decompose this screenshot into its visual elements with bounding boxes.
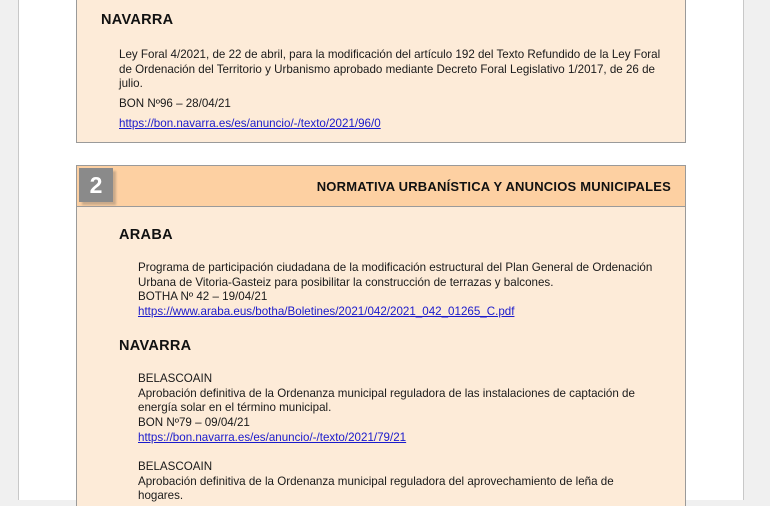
entry-bon-reference: BON Nº79 – 09/04/21 (138, 415, 250, 429)
bon-link[interactable]: https://bon.navarra.es/es/anuncio/-/texto/2021/96/0 (119, 117, 381, 130)
section-title: NORMATIVA URBANÍSTICA Y ANUNCIOS MUNICIPALES (316, 179, 671, 194)
araba-description-line1: Programa de participación ciudadana de la modificación estructural del Plan General de Ordenación (138, 261, 653, 274)
document-page (18, 0, 744, 503)
navarra-law-box (76, 0, 686, 143)
araba-description-line2: Urbana de Vitoria-Gasteiz para posibilitar la construcción de terrazas y balcones. (138, 275, 554, 289)
entry-description-line1: Aprobación definitiva de la Ordenanza municipal reguladora del aprovechamiento de leña de (138, 474, 614, 488)
section-header (77, 166, 685, 207)
section-number-badge: 2 (79, 168, 113, 202)
section-2-box (76, 165, 686, 506)
region-heading-araba: ARABA (119, 227, 173, 243)
entry-bon-link[interactable]: https://bon.navarra.es/es/anuncio/-/texto/2021/79/21 (138, 430, 407, 444)
botha-reference: BOTHA Nº 42 – 19/04/21 (138, 290, 268, 304)
entry-description-line1: Aprobación definitiva de la Ordenanza municipal reguladora de las instalaciones de captación de (138, 386, 635, 400)
entry-description-line2: energía solar en el término municipal. (138, 401, 332, 415)
region-heading-navarra-2: NAVARRA (119, 338, 192, 354)
law-description: Ley Foral 4/2021, de 22 de abril, para la modificación del artículo 192 del Texto Refundido de la Ley Foral de Ordenación del Territorio y Urbanismo aprobado mediante Decreto Foral Legislativo 1/2017, de 26 de julio. (119, 48, 661, 91)
entry-place: BELASCOAIN (138, 372, 213, 385)
entry-description-line2: hogares. (138, 489, 184, 503)
region-heading-navarra: NAVARRA (101, 12, 174, 28)
bon-reference: BON Nº96 – 28/04/21 (119, 97, 231, 110)
entry-place: BELASCOAIN (138, 460, 213, 473)
botha-link[interactable]: https://www.araba.eus/botha/Boletines/2021/042/2021_042_01265_C.pdf (138, 305, 515, 318)
